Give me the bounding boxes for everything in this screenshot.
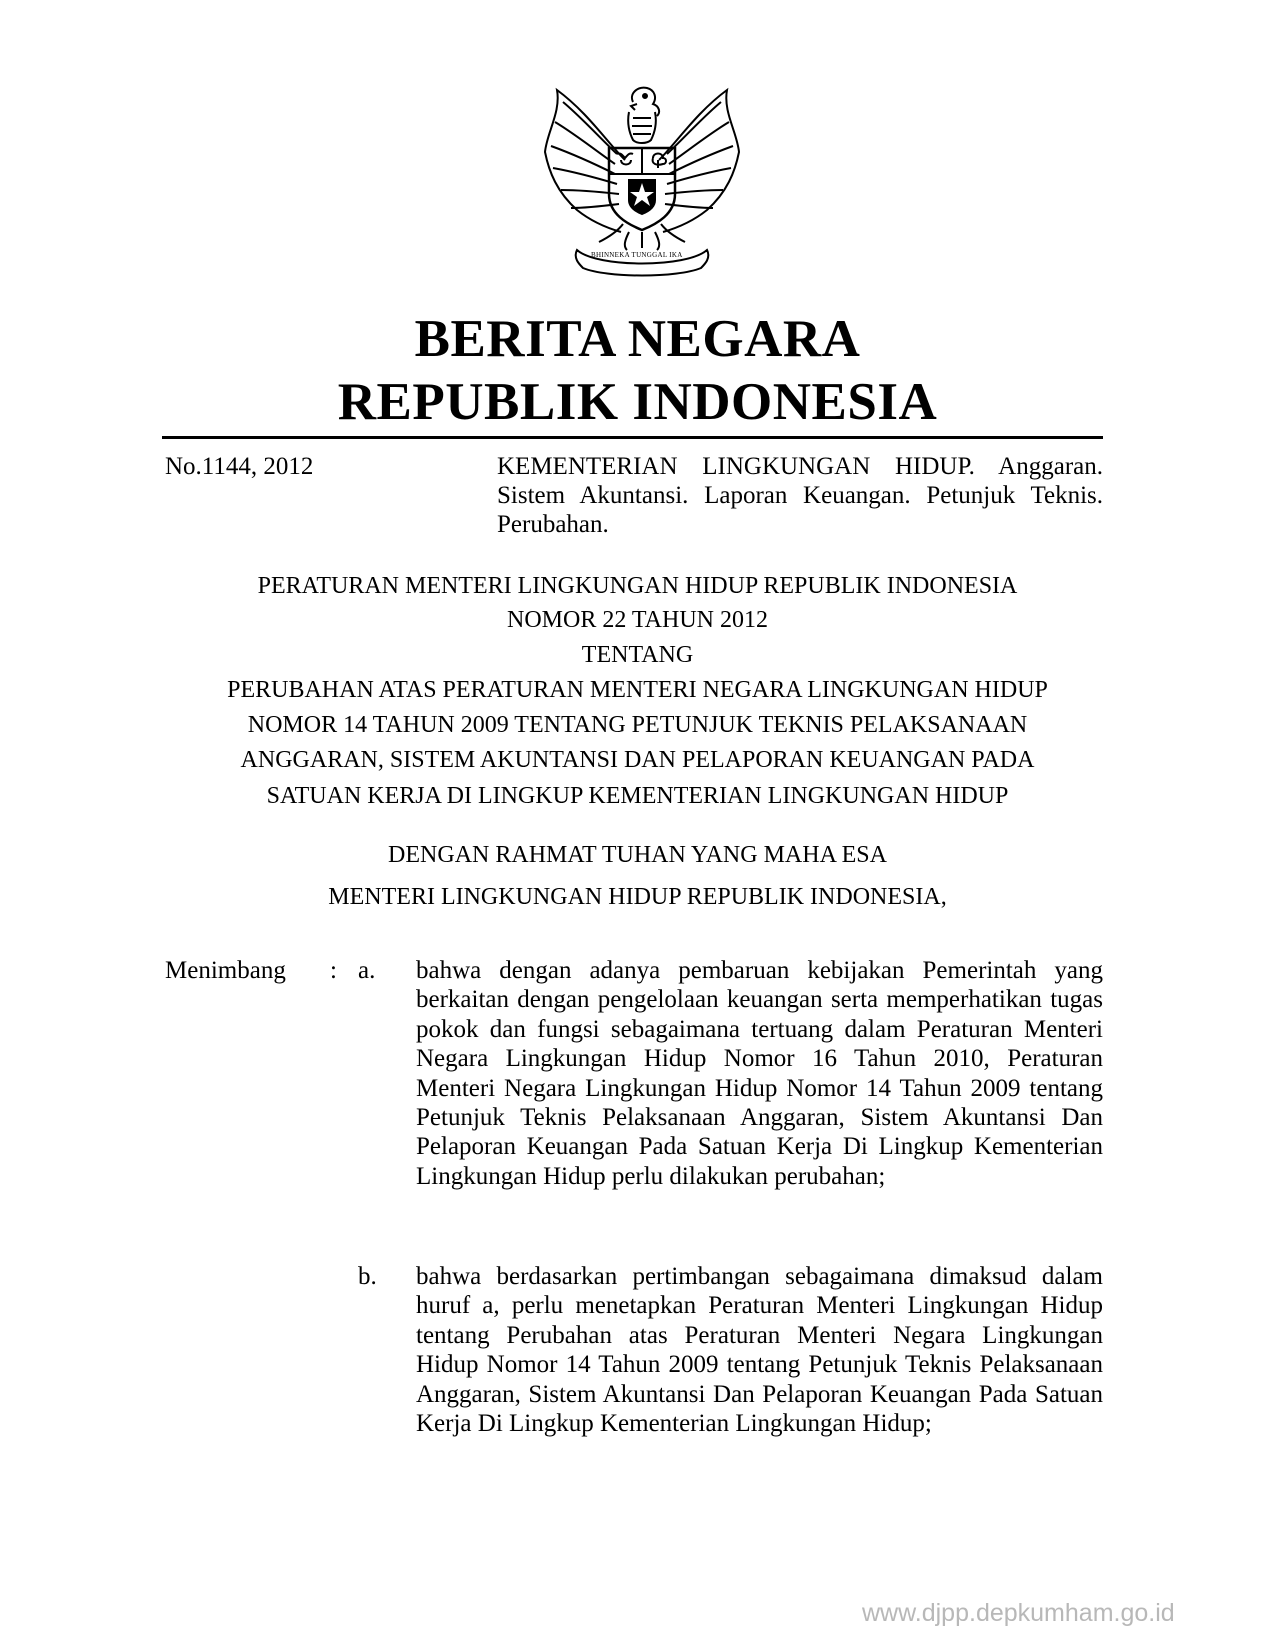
gazette-subtitle: REPUBLIK INDONESIA: [337, 373, 938, 431]
considering-item-a: bahwa dengan adanya pembaruan kebijakan Pemerintah yang berkaitan dengan pengelolaan keuangan serta memperhatikan tugas pokok dan fungsi sebagaimana tertuang dalam Peraturan Menteri Negara Lingkungan Hidup Nomor 16 Tahun 2010, Peraturan Menteri Negara Lingkungan Hidup Nomor 14 Tahun 2009 tentang Petunjuk Teknis Pelaksanaan Anggaran, Sistem Akuntansi Dan Pelaporan Keuangan Pada Satuan Kerja Di Lingkup Kementerian Lingkungan Hidup perlu dilakukan perubahan;: [416, 957, 1103, 1190]
garuda-emblem-icon: [537, 82, 747, 278]
issue-number: No.1144, 2012: [165, 453, 314, 480]
issuer-line: MENTERI LINGKUNGAN HIDUP REPUBLIK INDONESIA,: [328, 884, 947, 910]
item-marker-b: b.: [358, 1263, 377, 1290]
regulation-subject-line: PERUBAHAN ATAS PERATURAN MENTERI NEGARA LINGKUNGAN HIDUP: [227, 677, 1048, 703]
issue-topic: KEMENTERIAN LINGKUNGAN HIDUP. Anggaran. Sistem Akuntansi. Laporan Keuangan. Petunjuk Teknis. Perubahan.: [497, 453, 1103, 538]
regulation-subject-line: NOMOR 14 TAHUN 2009 TENTANG PETUNJUK TEKNIS PELAKSANAAN: [247, 712, 1028, 738]
header-divider: [162, 436, 1103, 439]
regulation-subject-line: SATUAN KERJA DI LINGKUP KEMENTERIAN LINGKUNGAN HIDUP: [266, 783, 1009, 809]
considering-colon: :: [330, 957, 337, 984]
regulation-subject-line: ANGGARAN, SISTEM AKUNTANSI DAN PELAPORAN KEUANGAN PADA: [240, 747, 1035, 773]
blessing-line: DENGAN RAHMAT TUHAN YANG MAHA ESA: [388, 842, 887, 868]
item-marker-a: a.: [358, 957, 376, 984]
considering-item-b: bahwa berdasarkan pertimbangan sebagaimana dimaksud dalam huruf a, perlu menetapkan Peraturan Menteri Lingkungan Hidup tentang Perubahan atas Peraturan Menteri Negara Lingkungan Hidup Nomor 14 Tahun 2009 tentang Petunjuk Teknis Pelaksanaan Anggaran, Sistem Akuntansi Dan Pelaporan Keuangan Pada Satuan Kerja Di Lingkup Kementerian Lingkungan Hidup;: [416, 1263, 1103, 1438]
regulation-title: PERATURAN MENTERI LINGKUNGAN HIDUP REPUBLIK INDONESIA: [257, 573, 1018, 599]
emblem-motto: BHINNEKA TUNGGAL IKA: [591, 251, 683, 259]
considering-label: Menimbang: [165, 957, 286, 984]
regulation-number: NOMOR 22 TAHUN 2012: [507, 607, 768, 633]
source-watermark: www.djpp.depkumham.go.id: [862, 1599, 1175, 1627]
regulation-about: TENTANG: [581, 642, 694, 668]
gazette-title: BERITA NEGARA: [414, 310, 861, 368]
